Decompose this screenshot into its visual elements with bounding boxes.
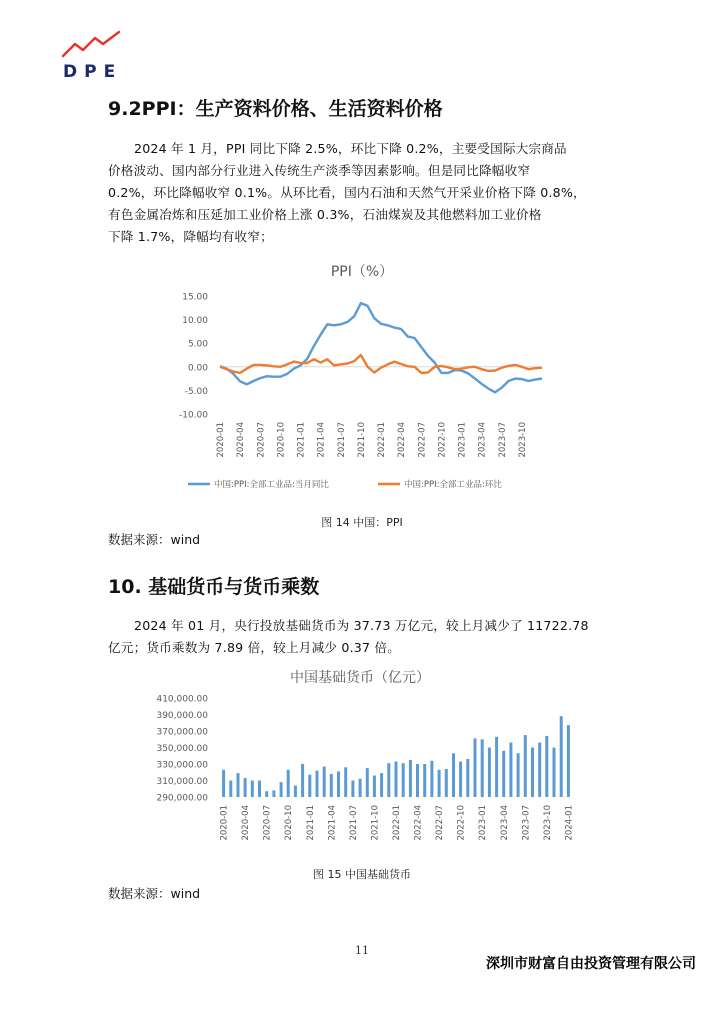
x-tick-label: 2021-04 — [316, 422, 327, 458]
bar — [481, 739, 484, 797]
data-source-base-money: 数据来源：wind — [108, 886, 201, 901]
bar — [474, 738, 477, 797]
paragraph-line: 0.2%，环比降幅收窄 0.1%。从环比看，国内石油和天然气开采业价格下降 0.8%， — [108, 185, 586, 200]
bar — [438, 770, 441, 797]
x-tick-label: 2023-04 — [499, 805, 510, 841]
paragraph-ppi — [108, 138, 624, 248]
bar — [337, 771, 340, 797]
x-tick-label: 2020-01 — [219, 805, 230, 841]
base-money-bar-chart — [140, 662, 580, 862]
x-tick-label: 2021-07 — [336, 422, 347, 458]
x-tick-label: 2022-07 — [417, 422, 428, 458]
bar — [531, 748, 534, 798]
y-tick-label: 310,000.00 — [156, 777, 208, 787]
bar — [387, 763, 390, 797]
x-tick-label: 2022-04 — [413, 805, 424, 841]
y-tick-label: 370,000.00 — [156, 727, 208, 738]
x-tick-label: 2021-04 — [327, 805, 338, 841]
bar — [323, 767, 326, 798]
y-tick-label: 410,000.00 — [156, 694, 208, 705]
paragraph-line: 下降 1.7%，降幅均有收窄； — [108, 229, 273, 244]
x-tick-label: 2022-01 — [377, 422, 387, 458]
data-source-ppi: 数据来源：wind — [108, 532, 201, 547]
y-tick-label: 330,000.00 — [156, 760, 208, 771]
bar — [402, 763, 405, 797]
paragraph-line: 亿元；货币乘数为 7.89 倍，较上月减少 0.37 倍。 — [108, 640, 400, 655]
x-tick-label: 2021-07 — [348, 805, 359, 841]
chart-title: PPI（%） — [330, 264, 394, 280]
bar — [308, 775, 311, 797]
bar — [222, 770, 225, 797]
y-tick-label: 0.00 — [187, 363, 208, 374]
x-tick-label: 2022-10 — [437, 422, 448, 458]
section-title-ppi: 9.2PPI：生产资料价格、生活资料价格 — [108, 98, 443, 120]
bar — [517, 753, 520, 797]
series-line — [220, 303, 542, 392]
bar — [366, 768, 369, 797]
bar — [545, 736, 548, 797]
x-tick-label: 2021-10 — [370, 805, 381, 841]
logo-text: DPE — [63, 62, 123, 82]
x-tick-label: 2021-01 — [296, 422, 307, 458]
bar — [287, 770, 290, 797]
bar — [538, 743, 541, 798]
paragraph-line: 2024 年 01 月，央行投放基础货币为 37.73 万亿元，较上月减少了 11722.78 — [134, 618, 589, 633]
x-tick-label: 2020-07 — [262, 805, 273, 841]
bar — [294, 786, 297, 798]
bar — [567, 725, 570, 797]
legend-label: 中国:PPI:全部工业品:环比 — [404, 480, 502, 490]
section-title-base-money: 10. 基础货币与货币乘数 — [108, 576, 320, 598]
x-tick-label: 2022-10 — [456, 805, 467, 841]
x-tick-label: 2020-01 — [216, 422, 226, 458]
bar — [466, 759, 469, 797]
bar — [359, 779, 362, 797]
x-tick-label: 2023-07 — [521, 805, 532, 841]
bar — [280, 782, 283, 797]
x-tick-label: 2021-10 — [356, 422, 367, 458]
bar — [265, 791, 268, 797]
x-tick-label: 2023-07 — [497, 422, 508, 458]
bar — [430, 761, 433, 797]
bar — [229, 781, 232, 798]
x-tick-label: 2023-01 — [478, 805, 489, 841]
paragraph-base-money — [108, 615, 624, 659]
bar — [553, 748, 556, 798]
bar — [416, 764, 419, 797]
x-tick-label: 2020-10 — [276, 422, 287, 458]
x-tick-label: 2023-01 — [457, 422, 468, 458]
figure-caption-base-money: 图 15 中国基础货币 — [313, 868, 411, 881]
x-tick-label: 2020-04 — [236, 422, 247, 458]
chart-title: 中国基础货币（亿元） — [290, 670, 430, 686]
bar — [244, 778, 247, 797]
bar — [237, 773, 240, 797]
x-tick-label: 2020-10 — [284, 805, 295, 841]
y-tick-label: 5.00 — [187, 339, 208, 350]
y-tick-label: -10.00 — [178, 410, 208, 421]
bar — [509, 743, 512, 798]
x-tick-label: 2020-07 — [256, 422, 267, 458]
bar — [301, 764, 304, 797]
bar — [452, 753, 455, 797]
company-name: 深圳市财富自由投资管理有限公司 — [486, 956, 696, 972]
company-logo — [55, 30, 135, 82]
y-tick-label: 15.00 — [182, 292, 208, 303]
y-tick-label: 10.00 — [182, 316, 208, 327]
y-tick-label: 350,000.00 — [156, 744, 208, 754]
x-tick-label: 2023-10 — [517, 422, 528, 458]
bar — [459, 762, 462, 798]
bar — [272, 790, 275, 797]
logo-wave-icon — [61, 30, 121, 60]
bar — [423, 764, 426, 797]
bar — [330, 774, 333, 797]
y-tick-label: -5.00 — [184, 386, 208, 397]
x-tick-label: 2022-04 — [397, 422, 408, 458]
legend-label: 中国:PPI:全部工业品:当月同比 — [214, 480, 329, 490]
bar — [445, 769, 448, 797]
bar — [344, 767, 347, 797]
bar — [316, 771, 319, 797]
x-tick-label: 2022-07 — [435, 805, 446, 841]
paragraph-line: 价格波动、国内部分行业进入传统生产淡季等因素影响。但是同比降幅收窄 — [108, 163, 531, 178]
x-tick-label: 2020-04 — [241, 805, 252, 841]
x-tick-label: 2021-01 — [305, 805, 316, 841]
bar — [409, 760, 412, 797]
bar — [488, 748, 491, 798]
bar — [524, 735, 527, 797]
paragraph-line: 2024 年 1 月，PPI 同比下降 2.5%，环比下降 0.2%，主要受国际大宗商品 — [134, 141, 567, 156]
series-line — [220, 355, 542, 373]
ppi-line-chart — [160, 252, 564, 504]
figure-caption-ppi: 图 14 中国：PPI — [321, 516, 403, 529]
bar — [258, 781, 261, 798]
bar — [351, 781, 354, 798]
x-tick-label: 2024-01 — [564, 805, 575, 841]
bar — [495, 737, 498, 797]
x-tick-label: 2023-10 — [542, 805, 553, 841]
bar — [380, 773, 383, 797]
y-tick-label: 390,000.00 — [156, 711, 208, 721]
paragraph-line: 有色金属冶炼和压延加工业价格上涨 0.3%，石油煤炭及其他燃料加工业价格 — [108, 207, 542, 222]
bar — [251, 781, 254, 798]
bar — [395, 762, 398, 798]
bar — [560, 716, 563, 797]
y-tick-label: 290,000.00 — [156, 793, 208, 804]
bar — [502, 751, 505, 797]
x-tick-label: 2023-04 — [477, 422, 488, 458]
x-tick-label: 2022-01 — [392, 805, 402, 841]
page-number: 11 — [355, 944, 369, 957]
bar — [373, 776, 376, 798]
